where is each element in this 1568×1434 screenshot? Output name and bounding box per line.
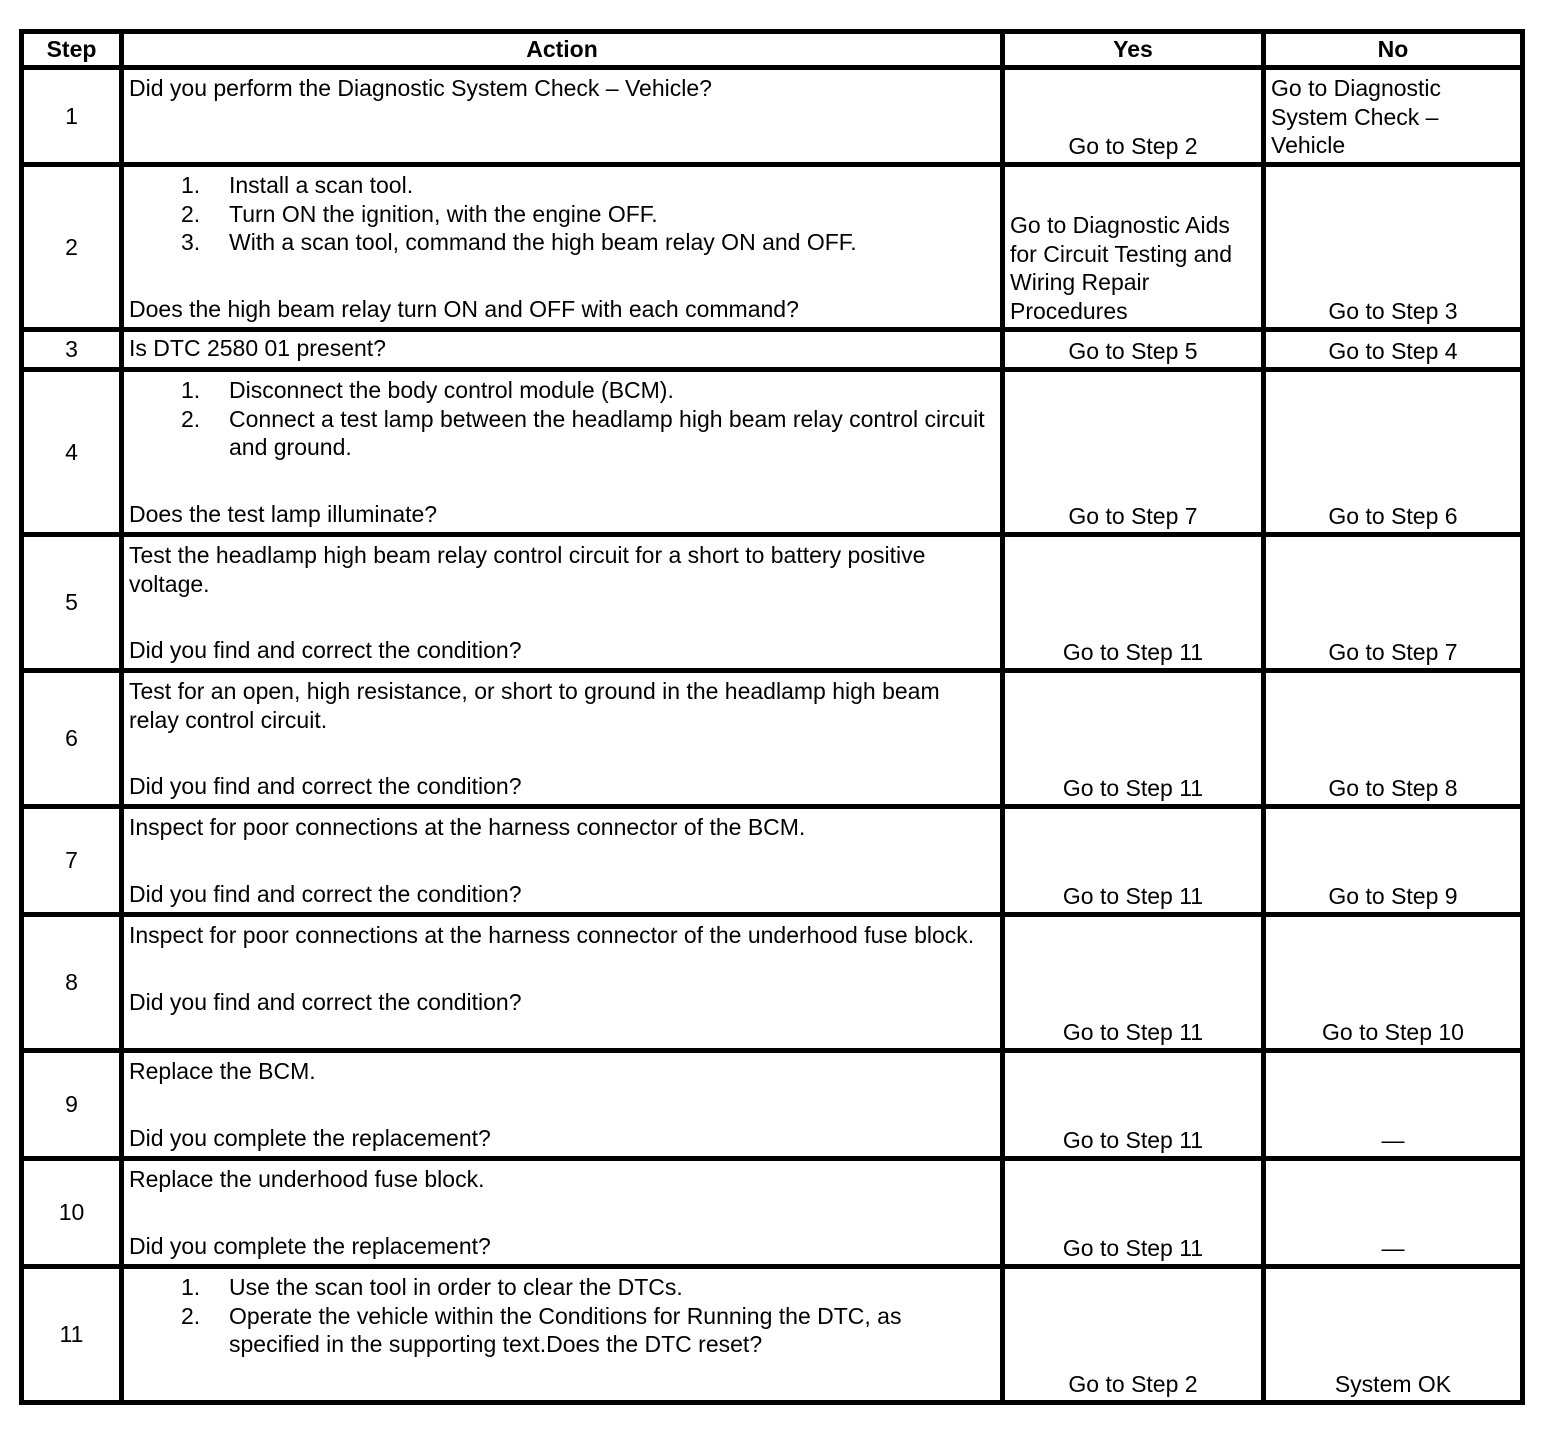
table-row: [22, 165, 1523, 330]
yes-cell: Go to Step 11: [1003, 915, 1264, 1051]
yes-cell: Go to Step 11: [1003, 1051, 1264, 1159]
action-instruction: Replace the underhood fuse block.: [129, 1166, 485, 1192]
yes-cell: Go to Step 7: [1003, 370, 1264, 535]
substep-list: [129, 376, 995, 462]
table-row: [22, 370, 1523, 535]
no-cell: Go to Step 3: [1264, 165, 1523, 330]
action-cell: [122, 535, 1003, 671]
action-question: Does the high beam relay turn ON and OFF with each command?: [129, 295, 799, 322]
table-row: [22, 1267, 1523, 1403]
yes-cell: Go to Step 11: [1003, 807, 1264, 915]
action-question: Did you find and correct the condition?: [129, 880, 522, 907]
table-row: [22, 915, 1523, 1051]
action-question: Did you perform the Diagnostic System Check – Vehicle?: [129, 75, 712, 101]
action-question: Does the test lamp illuminate?: [129, 500, 438, 527]
step-number: 8: [22, 915, 122, 1051]
action-instruction: Test the headlamp high beam relay control circuit for a short to battery positive voltage.: [129, 542, 926, 597]
header-row: [22, 32, 1523, 68]
step-number: 11: [22, 1267, 122, 1403]
action-cell: [122, 915, 1003, 1051]
no-cell: Go to Step 4: [1264, 330, 1523, 370]
action-question: Did you find and correct the condition?: [129, 988, 522, 1015]
step-number: 10: [22, 1159, 122, 1267]
table-row: [22, 1051, 1523, 1159]
no-cell: Go to Diagnostic System Check – Vehicle: [1264, 68, 1523, 165]
step-number: 1: [22, 68, 122, 165]
header-yes: Yes: [1003, 32, 1264, 68]
step-number: 4: [22, 370, 122, 535]
table-row: [22, 671, 1523, 807]
yes-cell: Go to Step 2: [1003, 1267, 1264, 1403]
substep: 1. Install a scan tool.: [181, 172, 414, 198]
action-cell: [122, 68, 1003, 165]
action-instruction: Test for an open, high resistance, or short to ground in the headlamp high beam relay control circuit.: [129, 678, 940, 733]
step-number: 9: [22, 1051, 122, 1159]
substep: 3. With a scan tool, command the high beam relay ON and OFF.: [181, 229, 857, 255]
no-cell: Go to Step 7: [1264, 535, 1523, 671]
action-question: Did you find and correct the condition?: [129, 773, 522, 799]
action-cell: [122, 1267, 1003, 1403]
table-row: [22, 535, 1523, 671]
table-row: [22, 1159, 1523, 1267]
action-cell: [122, 807, 1003, 915]
substep-list: [129, 171, 995, 257]
no-cell: Go to Step 9: [1264, 807, 1523, 915]
diagnostic-table: [19, 29, 1525, 1405]
action-instruction: Replace the BCM.: [129, 1058, 316, 1084]
substep: 1. Disconnect the body control module (BCM).: [181, 377, 674, 403]
yes-cell: Go to Step 11: [1003, 535, 1264, 671]
substep-list: [129, 1273, 995, 1359]
substep: 1. Use the scan tool in order to clear the DTCs.: [181, 1274, 683, 1300]
action-cell: [122, 165, 1003, 330]
step-number: 3: [22, 330, 122, 370]
table-row: [22, 330, 1523, 370]
action-cell: [122, 370, 1003, 535]
no-cell: —: [1264, 1159, 1523, 1267]
action-cell: [122, 671, 1003, 807]
step-number: 6: [22, 671, 122, 807]
yes-cell: Go to Diagnostic Aids for Circuit Testing and Wiring Repair Procedures: [1003, 165, 1264, 330]
yes-cell: Go to Step 5: [1003, 330, 1264, 370]
action-cell: [122, 330, 1003, 370]
yes-cell: Go to Step 11: [1003, 671, 1264, 807]
substep: 2. Turn ON the ignition, with the engine OFF.: [181, 200, 658, 227]
action-instruction: Inspect for poor connections at the harness connector of the BCM.: [129, 814, 806, 840]
yes-cell: Go to Step 11: [1003, 1159, 1264, 1267]
action-cell: [122, 1159, 1003, 1267]
action-question: Did you find and correct the condition?: [129, 637, 522, 663]
no-cell: Go to Step 6: [1264, 370, 1523, 535]
header-step: Step: [22, 32, 122, 68]
step-number: 5: [22, 535, 122, 671]
header-action: Action: [122, 32, 1003, 68]
substep: 2. Connect a test lamp between the headlamp high beam relay control circuit and ground.: [181, 405, 985, 460]
action-cell: [122, 1051, 1003, 1159]
action-question: Is DTC 2580 01 present?: [129, 335, 386, 361]
no-cell: —: [1264, 1051, 1523, 1159]
action-instruction: Inspect for poor connections at the harness connector of the underhood fuse block.: [129, 922, 975, 948]
header-no: No: [1264, 32, 1523, 68]
table-row: [22, 807, 1523, 915]
step-number: 2: [22, 165, 122, 330]
action-question: Did you complete the replacement?: [129, 1124, 491, 1151]
action-question: Did you complete the replacement?: [129, 1232, 491, 1259]
yes-cell: Go to Step 2: [1003, 68, 1264, 165]
no-cell: System OK: [1264, 1267, 1523, 1403]
no-cell: Go to Step 10: [1264, 915, 1523, 1051]
substep: 2. Operate the vehicle within the Conditions for Running the DTC, as specified in the supporting text.Does the DTC reset?: [181, 1302, 902, 1357]
no-cell: Go to Step 8: [1264, 671, 1523, 807]
step-number: 7: [22, 807, 122, 915]
table-row: [22, 68, 1523, 165]
